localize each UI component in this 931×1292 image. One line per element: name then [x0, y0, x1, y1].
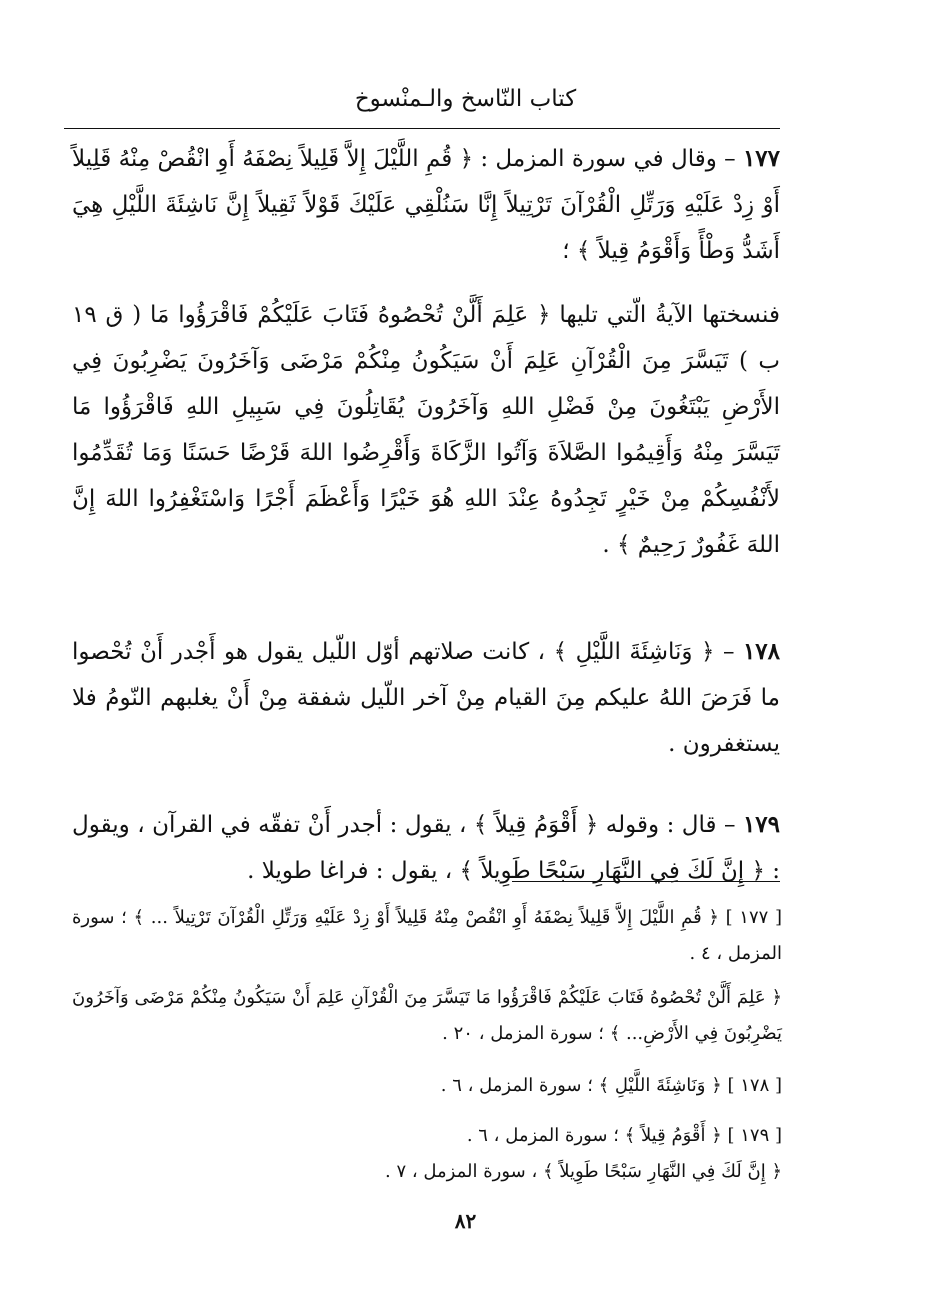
- footnote-text: ﴿ وَنَاشِئَةَ اللَّيْلِ ﴾ ؛ سورة المزمل ، ٦ .: [440, 1075, 728, 1096]
- paragraph-178: [72, 629, 780, 768]
- footnote-179: [72, 1118, 782, 1154]
- entry-number: ١٧٩: [742, 811, 780, 838]
- footnote-ref: [ ١٧٨ ]: [727, 1075, 782, 1096]
- paragraph-177: [72, 136, 780, 276]
- entry-number: ١٧٧: [742, 145, 780, 172]
- paragraph-177-continuation: [72, 292, 780, 614]
- footnote-177: [72, 900, 782, 972]
- paragraph-text: – وقال في سورة المزمل : ﴿ قُمِ اللَّيْلَ إِلاَّ قَلِيلاً نِصْفَهُ أَوِ انْقُصْ مِنْهُ قَلِيلاً أَوْ زِدْ عَلَيْهِ وَرَتِّلِ الْقُرْآنَ تَرْتِيلاً إِنَّا سَنُلْقِي عَلَيْكَ قَوْلاً ثَقِيلاً إِنَّ نَاشِئَةَ اللَّيْلِ هِيَ أَشَدُّ وَطْأً وَأَقْوَمُ قِيلاً ﴾ ؛: [72, 146, 780, 264]
- paragraph-text: فنسختها الآيةُ الّتي تليها ﴿ عَلِمَ أَلَّنْ تُحْصُوهُ فَتَابَ عَلَيْكُمْ فَاقْرَؤُوا مَا ( ق ١٩ ب ) تَيَسَّرَ مِنَ الْقُرْآنِ عَلِمَ أَنْ سَيَكُونُ مِنْكُمْ مَرْضَى وَآخَرُونَ يَضْرِبُونَ فِي الأَرْضِ يَبْتَغُونَ مِنْ فَضْلِ اللهِ وَآخَرُونَ يُقَاتِلُونَ فِي سَبِيلِ اللهِ فَاقْرَؤُوا مَا تَيَسَّرَ مِنْهُ وَأَقِيمُوا الصَّلاَةَ وَآتُوا الزَّكَاةَ وَأَقْرِضُوا اللهَ قَرْضًا حَسَنًا وَمَا تُقَدِّمُوا لأَنْفُسِكُمْ مِنْ خَيْرٍ تَجِدُوهُ عِنْدَ اللهِ هُوَ خَيْرًا وَأَعْظَمَ أَجْرًا وَاسْتَغْفِرُوا اللهَ إِنَّ اللهَ غَفُورٌ رَحِيمٌ ﴾ .: [72, 302, 780, 558]
- running-header-title: كتاب النّاسخ والـمنْسوخ: [354, 86, 577, 112]
- footnote-178: [72, 1068, 782, 1104]
- paragraph-text: – قال : وقوله ﴿ أَقْوَمُ قِيلاً ﴾ ، يقول : أجدر أَنْ تفقّه في القرآن ، ويقول : ﴿ إِنَّ لَكَ فِي النَّهَارِ سَبْحًا طَوِيلاً ﴾ ، يقول : فراغا طويلا .: [72, 812, 780, 884]
- footnote-text: ﴿ إِنَّ لَكَ فِي النَّهَارِ سَبْحًا طَوِيلاً ﴾ ، سورة المزمل ، ٧ .: [385, 1161, 782, 1182]
- footnote-text: ﴿ قُمِ اللَّيْلَ إِلاَّ قَلِيلاً نِصْفَهُ أَوِ انْقُصْ مِنْهُ قَلِيلاً أَوْ زِدْ عَلَيْهِ وَرَتِّلِ الْقُرْآنَ تَرْتِيلاً ... ﴾ ؛ سورة المزمل ، ٤ .: [72, 907, 782, 964]
- footnotes: [72, 900, 782, 1190]
- footnote-text: ﴿ أَقْوَمُ قِيلاً ﴾ ؛ سورة المزمل ، ٦ .: [466, 1125, 728, 1146]
- footnote-rule: [512, 881, 780, 882]
- footnote-179-second: [72, 1154, 782, 1190]
- entry-number: ١٧٨: [742, 638, 780, 665]
- footnote-text: ﴿ عَلِمَ أَلَّنْ تُحْصُوهُ فَتَابَ عَلَيْكُمْ فَاقْرَؤُوا مَا تَيَسَّرَ مِنَ الْقُرْآنِ عَلِمَ أَنْ سَيَكُونُ مِنْكُمْ مَرْضَى وَآخَرُونَ يَضْرِبُونَ فِي الأَرْضِ... ﴾ ؛ سورة المزمل ، ٢٠ .: [72, 987, 782, 1044]
- footnote-ref: [ ١٧٩ ]: [727, 1125, 782, 1146]
- header-rule: [64, 128, 780, 129]
- page-number: ٨٢: [454, 1209, 477, 1233]
- footnote-177-second: [72, 980, 782, 1052]
- paragraph-text: – ﴿ وَنَاشِئَةَ اللَّيْلِ ﴾ ، كانت صلاتهم أوّل اللّيل يقول هو أَجْدر أَنْ تُحْصوا ما فَرَضَ اللهُ عليكم مِنَ القيام مِنْ آخر اللّيل شفقة مِنْ أَنْ يغلبهم النّومُ فلا يستغفرون .: [72, 639, 780, 757]
- main-text: [72, 136, 780, 894]
- footnote-ref: [ ١٧٧ ]: [725, 907, 782, 928]
